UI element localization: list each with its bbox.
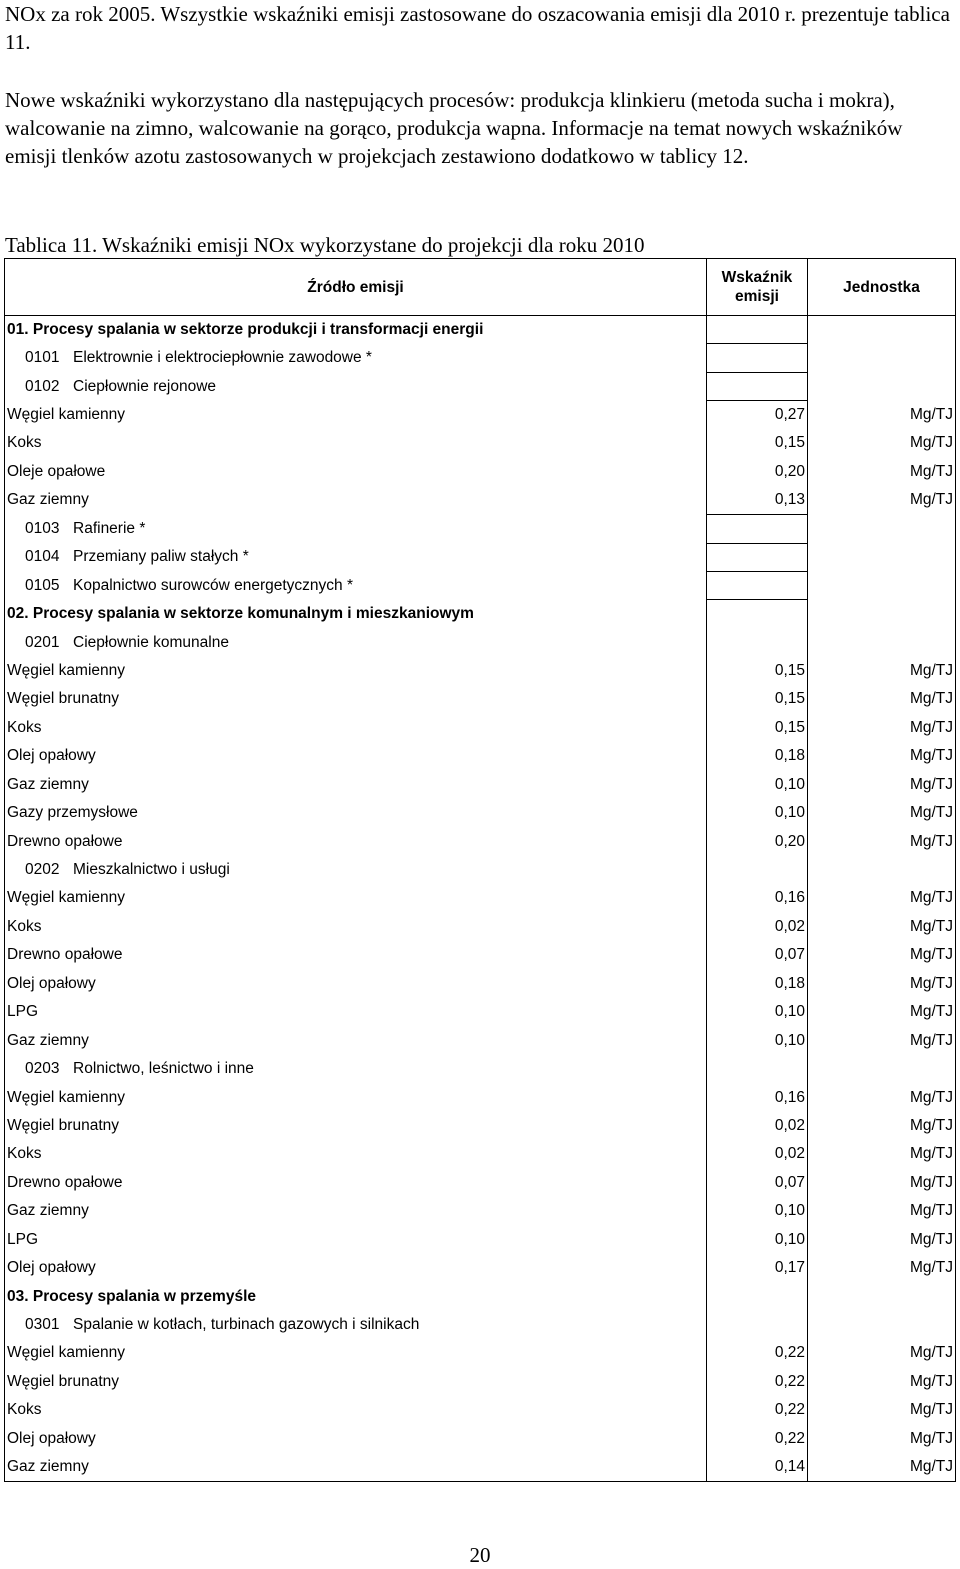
fuel-row [5,1197,956,1225]
unit-cell: Mg/TJ [808,1169,956,1197]
subcategory-row [5,1311,956,1339]
source-cell: Węgiel brunatny [5,1112,707,1140]
source-cell: Węgiel kamienny [5,1339,707,1367]
factor-cell: 0,07 [707,941,808,969]
unit-cell: Mg/TJ [808,1197,956,1225]
fuel-row [5,799,956,827]
factor-cell: 0,10 [707,1026,808,1054]
subcategory-row [5,1055,956,1083]
subcategory-row [5,571,956,599]
source-cell: Oleje opałowe [5,458,707,486]
category-code: 0101 [25,349,60,367]
source-cell: Koks [5,714,707,742]
source-cell: Gaz ziemny [5,1197,707,1225]
unit-cell: Mg/TJ [808,1026,956,1054]
category-code: 0201 [25,633,60,651]
source-cell: Olej opałowy [5,1425,707,1453]
unit-cell: Mg/TJ [808,913,956,941]
fuel-row [5,458,956,486]
header-source: Źródło emisji [5,259,707,316]
table-header-row [5,259,956,316]
factor-cell: 0,02 [707,1140,808,1168]
factor-cell [707,543,808,571]
subcategory-row [5,856,956,884]
fuel-row [5,998,956,1026]
page-number: 20 [469,1543,491,1567]
source-cell: Koks [5,1396,707,1424]
subcategory-row [5,344,956,372]
factor-cell: 0,15 [707,714,808,742]
subcategory-row [5,543,956,571]
fuel-row [5,1112,956,1140]
unit-cell [808,1055,956,1083]
factor-cell: 0,07 [707,1169,808,1197]
factor-cell [707,628,808,656]
unit-cell: Mg/TJ [808,742,956,770]
unit-cell [808,571,956,599]
source-cell [5,571,707,599]
fuel-row [5,884,956,912]
unit-cell: Mg/TJ [808,714,956,742]
fuel-row [5,1140,956,1168]
source-cell: Węgiel brunatny [5,685,707,713]
fuel-row [5,685,956,713]
source-cell: Drewno opałowe [5,1169,707,1197]
fuel-row [5,1368,956,1396]
fuel-row [5,941,956,969]
factor-cell: 0,20 [707,827,808,855]
source-cell: Olej opałowy [5,742,707,770]
table-caption: Tablica 11. Wskaźniki emisji NOx wykorzystane do projekcji dla roku 2010 [5,233,645,257]
header-unit: Jednostka [808,259,956,316]
category-name: Rafinerie * [73,519,146,537]
source-cell: Olej opałowy [5,1254,707,1282]
source-cell: Gaz ziemny [5,486,707,514]
factor-cell: 0,18 [707,970,808,998]
fuel-row [5,1169,956,1197]
source-cell: Węgiel brunatny [5,1368,707,1396]
unit-cell [808,856,956,884]
unit-cell: Mg/TJ [808,1368,956,1396]
factor-cell: 0,15 [707,429,808,457]
fuel-row [5,771,956,799]
source-cell: LPG [5,1226,707,1254]
unit-cell: Mg/TJ [808,1083,956,1111]
source-cell [5,372,707,400]
source-cell: Węgiel kamienny [5,401,707,429]
source-cell [5,543,707,571]
factor-cell: 0,02 [707,1112,808,1140]
category-code: 0104 [25,548,60,566]
factor-cell [707,344,808,372]
factor-cell: 0,10 [707,1226,808,1254]
factor-cell: 0,13 [707,486,808,514]
table-body [5,316,956,1482]
source-cell: Drewno opałowe [5,941,707,969]
source-cell: Gaz ziemny [5,1453,707,1481]
factor-cell: 0,16 [707,1083,808,1111]
source-cell: Olej opałowy [5,970,707,998]
category-name: Kopalnictwo surowców energetycznych * [73,576,353,594]
fuel-row [5,742,956,770]
category-code: 0103 [25,519,60,537]
factor-cell: 0,10 [707,1197,808,1225]
source-cell [5,856,707,884]
factor-cell [707,600,808,628]
source-cell: LPG [5,998,707,1026]
factor-cell: 0,16 [707,884,808,912]
source-cell: Węgiel kamienny [5,884,707,912]
section-row [5,1282,956,1310]
source-cell: Gaz ziemny [5,771,707,799]
source-cell: Drewno opałowe [5,827,707,855]
category-name: Ciepłownie rejonowe [73,377,217,395]
source-cell: 02. Procesy spalania w sektorze komunalnym i mieszkaniowym [5,600,707,628]
source-cell: Koks [5,1140,707,1168]
fuel-row [5,714,956,742]
unit-cell: Mg/TJ [808,998,956,1026]
factor-cell [707,515,808,543]
fuel-row [5,486,956,514]
factor-cell: 0,18 [707,742,808,770]
header-factor-line2: emisji [735,288,779,305]
unit-cell: Mg/TJ [808,1396,956,1424]
fuel-row [5,429,956,457]
unit-cell: Mg/TJ [808,429,956,457]
unit-cell [808,1311,956,1339]
source-cell: Węgiel kamienny [5,657,707,685]
factor-cell [707,1311,808,1339]
category-name: Ciepłownie komunalne [73,633,229,651]
unit-cell [808,1282,956,1310]
source-cell [5,1055,707,1083]
category-name: Rolnictwo, leśnictwo i inne [73,1060,254,1078]
source-cell [5,1311,707,1339]
source-cell: Węgiel kamienny [5,1083,707,1111]
unit-cell: Mg/TJ [808,884,956,912]
unit-cell [808,372,956,400]
source-cell [5,515,707,543]
source-cell: Gaz ziemny [5,1026,707,1054]
source-cell: Koks [5,913,707,941]
unit-cell [808,628,956,656]
source-cell: Koks [5,429,707,457]
factor-cell: 0,10 [707,998,808,1026]
fuel-row [5,1254,956,1282]
category-code: 0105 [25,576,60,594]
fuel-row [5,1453,956,1481]
factor-cell: 0,22 [707,1339,808,1367]
unit-cell: Mg/TJ [808,771,956,799]
unit-cell: Mg/TJ [808,1453,956,1481]
fuel-row [5,1396,956,1424]
factor-cell: 0,10 [707,771,808,799]
fuel-row [5,1226,956,1254]
fuel-row [5,657,956,685]
factor-cell: 0,22 [707,1425,808,1453]
category-code: 0102 [25,377,60,395]
unit-cell: Mg/TJ [808,941,956,969]
category-name: Elektrownie i elektrociepłownie zawodowe * [73,349,372,367]
factor-cell: 0,15 [707,657,808,685]
factor-cell [707,1282,808,1310]
unit-cell [808,543,956,571]
fuel-row [5,913,956,941]
unit-cell: Mg/TJ [808,1112,956,1140]
unit-cell: Mg/TJ [808,657,956,685]
factor-cell: 0,22 [707,1368,808,1396]
unit-cell: Mg/TJ [808,401,956,429]
intro-paragraph-2: Nowe wskaźniki wykorzystano dla następujących procesów: produkcja klinkieru (metoda sucha i mokra), walcowanie na zimno, walcowanie na gorąco, produkcja wapna. Informacje na temat nowych wskaźników emisji tlenków azotu zastosowanych w projekcjach zestawiono dodatkowo w tablicy 12. [5,88,903,168]
source-cell: Gazy przemysłowe [5,799,707,827]
factor-cell: 0,14 [707,1453,808,1481]
unit-cell [808,600,956,628]
source-cell: 01. Procesy spalania w sektorze produkcji i transformacji energii [5,316,707,344]
fuel-row [5,401,956,429]
factor-cell [707,856,808,884]
source-cell [5,628,707,656]
category-code: 0203 [25,1060,60,1078]
factor-cell [707,1055,808,1083]
header-factor-line1: Wskaźnik [721,269,793,286]
fuel-row [5,970,956,998]
unit-cell: Mg/TJ [808,1425,956,1453]
category-name: Przemiany paliw stałych * [73,548,249,566]
section-row [5,316,956,344]
unit-cell: Mg/TJ [808,1254,956,1282]
subcategory-row [5,372,956,400]
fuel-row [5,1083,956,1111]
category-name: Mieszkalnictwo i usługi [73,861,230,879]
unit-cell: Mg/TJ [808,1339,956,1367]
unit-cell: Mg/TJ [808,1140,956,1168]
fuel-row [5,1026,956,1054]
factor-cell: 0,10 [707,799,808,827]
factor-cell: 0,27 [707,401,808,429]
source-cell [5,344,707,372]
unit-cell [808,316,956,344]
section-row [5,600,956,628]
factor-cell: 0,17 [707,1254,808,1282]
subcategory-row [5,628,956,656]
factor-cell: 0,15 [707,685,808,713]
header-factor [707,259,808,316]
category-code: 0301 [25,1316,60,1334]
factor-cell: 0,22 [707,1396,808,1424]
fuel-row [5,1425,956,1453]
unit-cell: Mg/TJ [808,827,956,855]
factor-cell [707,316,808,344]
unit-cell: Mg/TJ [808,685,956,713]
factor-cell: 0,20 [707,458,808,486]
fuel-row [5,827,956,855]
source-cell: 03. Procesy spalania w przemyśle [5,1282,707,1310]
unit-cell: Mg/TJ [808,1226,956,1254]
unit-cell: Mg/TJ [808,486,956,514]
factor-cell [707,571,808,599]
fuel-row [5,1339,956,1367]
category-name: Spalanie w kotłach, turbinach gazowych i silnikach [73,1316,420,1334]
unit-cell: Mg/TJ [808,458,956,486]
category-code: 0202 [25,861,60,879]
unit-cell [808,344,956,372]
emission-factor-table [4,258,956,1482]
intro-paragraph-1: NOx za rok 2005. Wszystkie wskaźniki emisji zastosowane do oszacowania emisji dla 2010 r. prezentuje tablica 11. [5,2,950,54]
factor-cell: 0,02 [707,913,808,941]
unit-cell: Mg/TJ [808,970,956,998]
unit-cell [808,515,956,543]
subcategory-row [5,515,956,543]
factor-cell [707,372,808,400]
unit-cell: Mg/TJ [808,799,956,827]
